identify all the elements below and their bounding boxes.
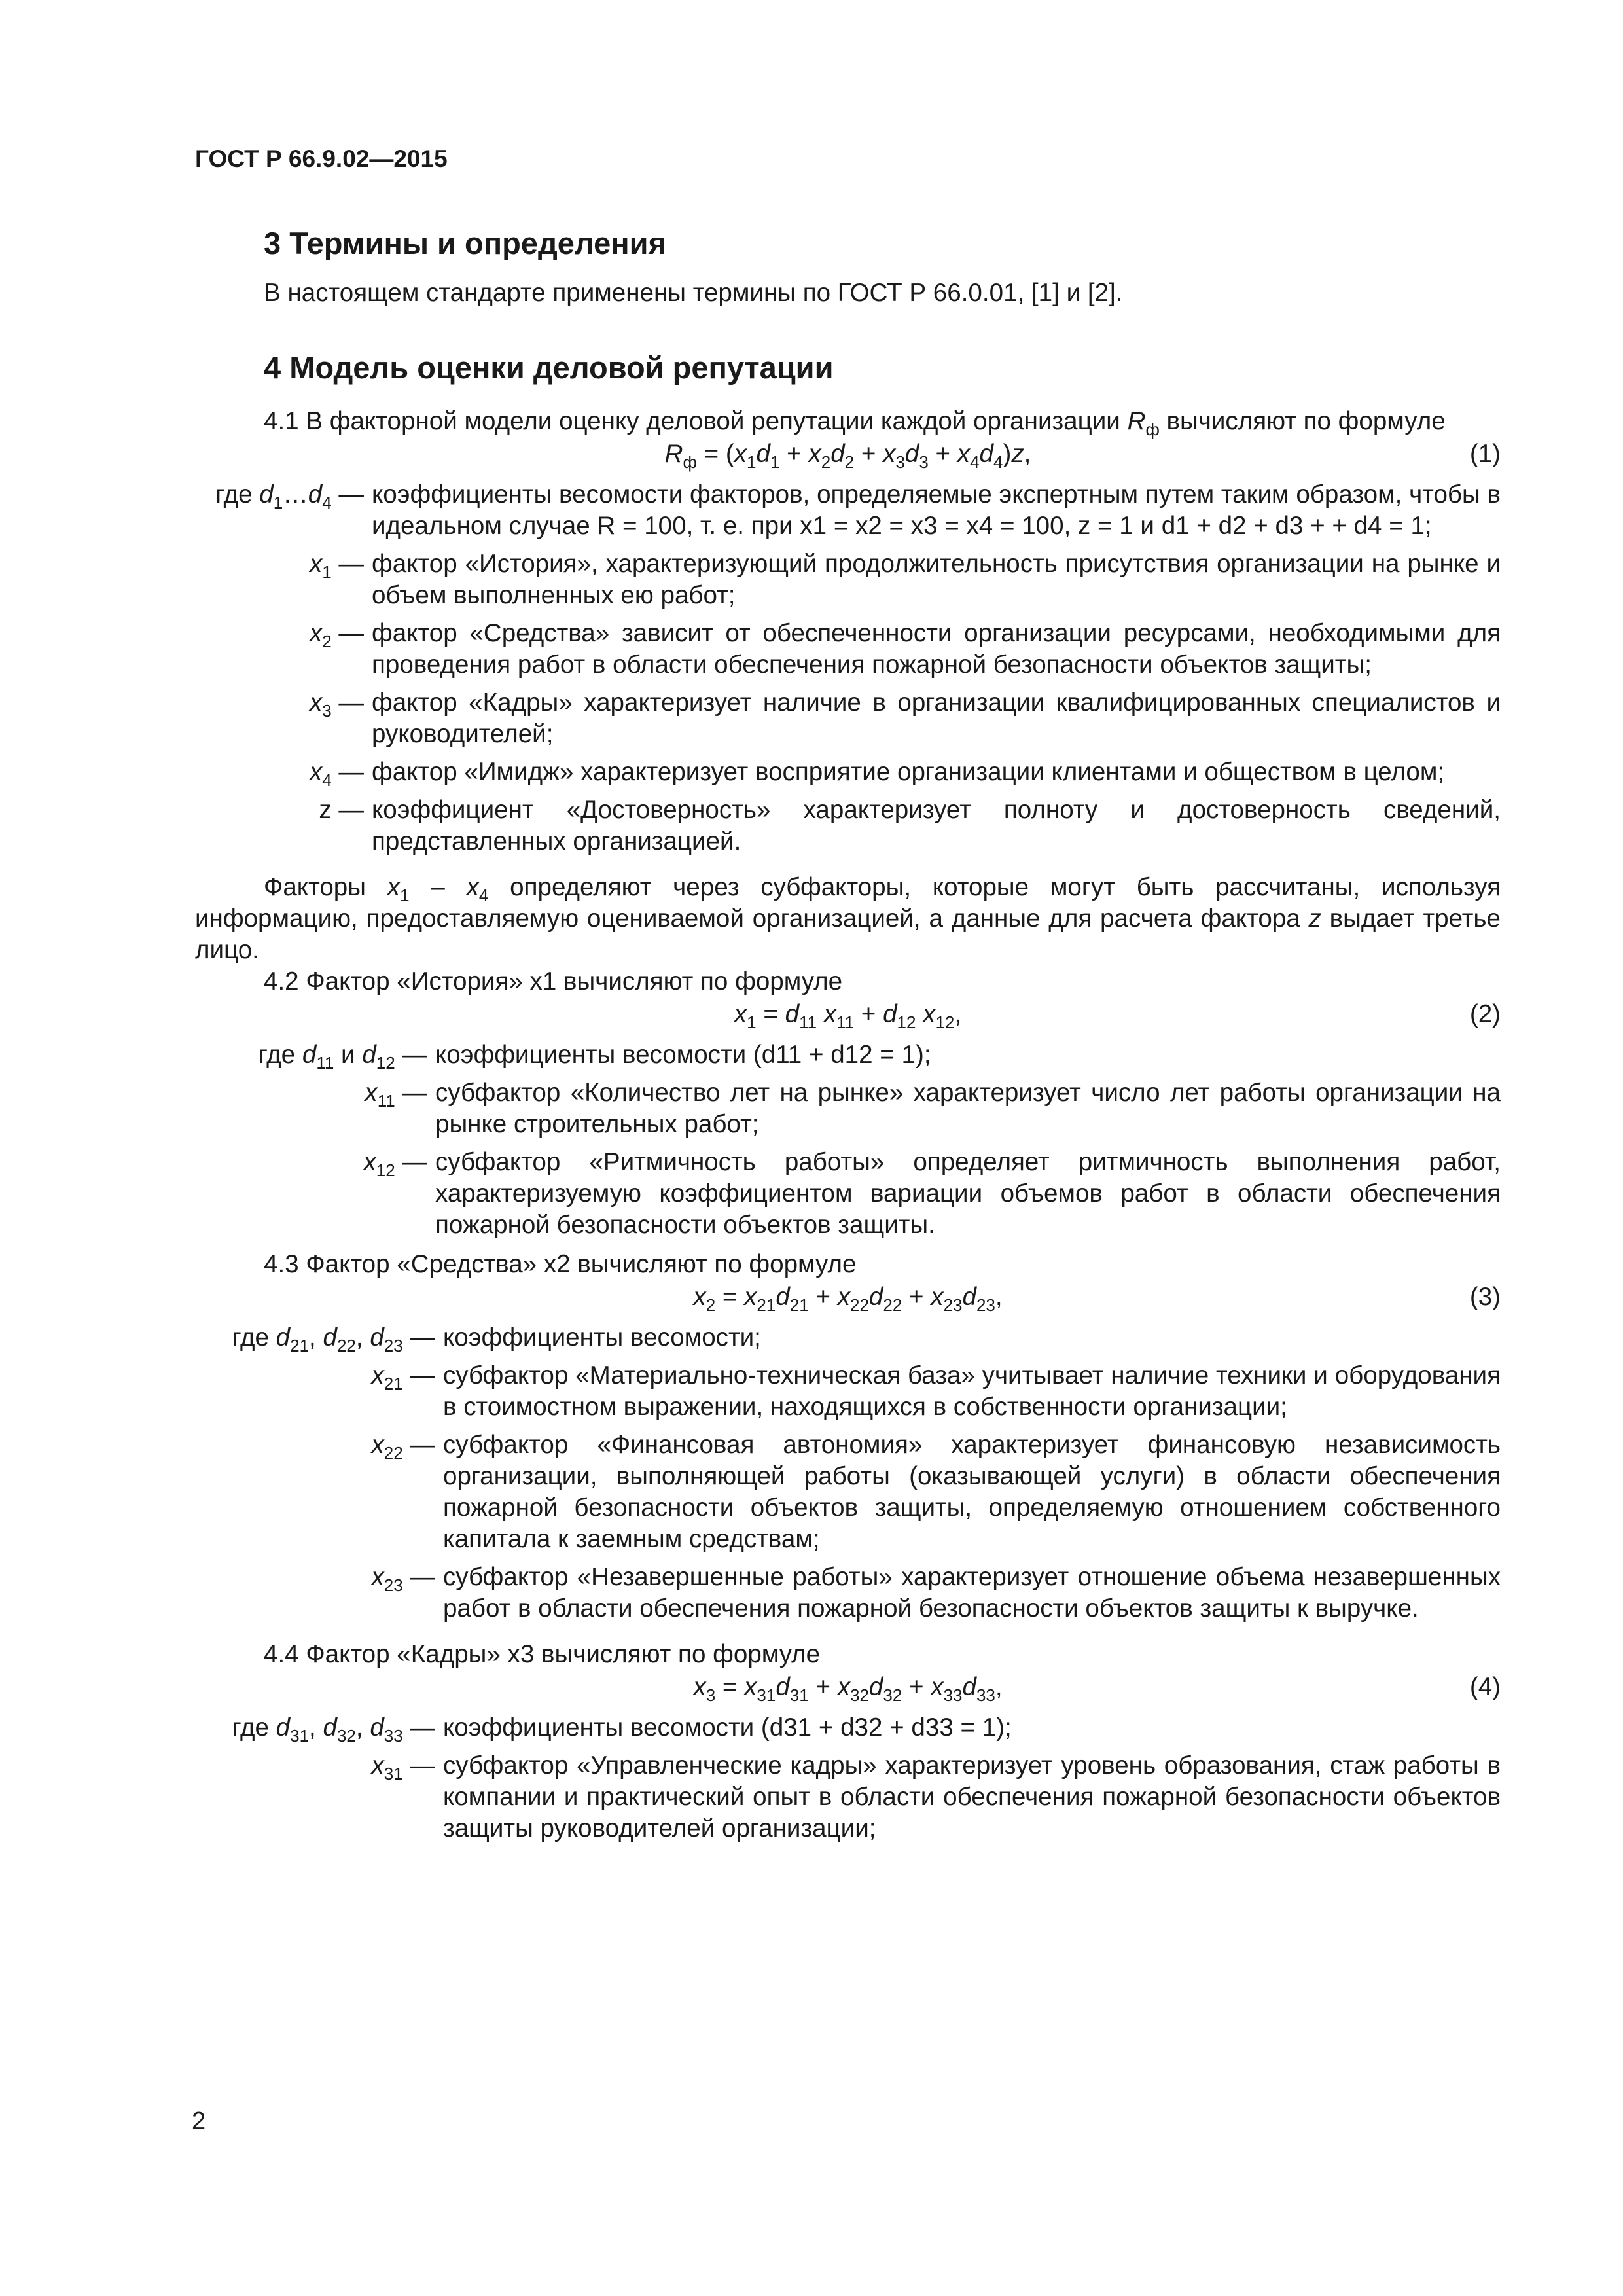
formula-1 [195,439,1501,470]
definition-x31: $x_{31}$ — субфактор «Управленческие кадры» характеризует уровень образования, стаж работы в компании и практический опыт в области обеспечения пожарной безопасности объектов защиты руководителей организации; [371,1751,1501,1842]
paragraph-4-3: 4.3 Фактор «Средства» x2 вычисляют по формуле [264,1250,857,1278]
definition-x3: $x_3$ — фактор «Кадры» характеризует наличие в организации квалифицированных специалистов и руководителей; [309,689,1501,748]
page-number: 2 [192,2108,206,2135]
standard-header: ГОСТ Р 66.9.02—2015 [195,145,448,172]
definition-x21: $x_{21}$ — субфактор «Материально-техническая база» учитывает наличие техники и оборудования в стоимостном выражении, находящихся в собственности организации; [371,1361,1501,1421]
section-4-heading: 4 Модель оценки деловой репутации [264,350,834,385]
definition-x22: $x_{22}$ — субфактор «Финансовая автономия» характеризует финансовую независимость организации, выполняющей работы (оказывающей услуги) в области обеспечения пожарной безопасности объектов защиты, определяемую отношением собственного капитала к заемным средствам; [371,1431,1501,1553]
definition-x2: $x_2$ — фактор «Средства» зависит от обеспеченности организации ресурсами, необходимыми для проведения работ в области обеспечения пожарной безопасности объектов защиты; [309,619,1501,679]
definition-z: z — коэффициент «Достоверность» характеризует полноту и достоверность сведений, представленных организацией. [319,796,1501,855]
formula-4-number: (4) [1469,1673,1501,1701]
definition-x11: $x_{11}$ — субфактор «Количество лет на рынке» характеризует число лет работы организации на рынке строительных работ; [365,1079,1501,1138]
formula-4 [195,1672,1501,1703]
definition-x12: $x_{12}$ — субфактор «Ритмичность работы» определяет ритмичность выполнения работ, характеризуемую коэффициентом вариации объемов работ в области обеспечения пожарной безопасности объектов защиты. [363,1148,1501,1239]
formula-3-definitions [195,1322,1501,1624]
paragraph-4-2: 4.2 Фактор «История» x1 вычисляют по формуле [264,967,843,996]
paragraph-4-4: 4.4 Фактор «Кадры» x3 вычисляют по формуле [264,1640,821,1668]
formula-2-number: (2) [1469,1000,1501,1028]
definition-x1: $x_1$ — фактор «История», характеризующий продолжительность присутствия организации на рынке и объем выполненных ею работ; [309,550,1501,609]
formula-2-definitions [195,1039,1501,1241]
definition-d1-d4: где $d_1\dots d_4$ — коэффициенты весомости факторов, определяемые экспертным путем таким образом, чтобы в идеальном случае R = 100, т. е. при x1 = x2 = x3 = x4 = 100, z = 1 и d1 + d2 + d3 + + d4 = 1; [215,480,1501,540]
section-3-text: В настоящем стандарте применены термины по ГОСТ Р 66.0.01, [1] и [2]. [264,279,1123,307]
factors-paragraph: Факторы $x_1 - x_4$ определяют через субфакторы, которые могут быть рассчитаны, используя информацию, предоставляемую оцениваемой организацией, а данные для расчета фактора z выдает третье лицо. [195,873,1501,964]
definition-x23: $x_{23}$ — субфактор «Незавершенные работы» характеризует отношение объема незавершенных работ в области обеспечения пожарной безопасности объектов защиты к выручке. [371,1563,1501,1623]
formula-2-expression: $x_1 = d_{11}$ $x_{11} + d_{12}$ $x_{12}$, [734,1000,962,1032]
formula-3-expression: $x_2 = x_{21}d_{21} + x_{22}d_{22} + x_{23}d_{23}$, [693,1283,1003,1315]
formula-1-expression: $R_ф = (x_1d_1 + x_2d_2 + x_3d_3 + x_4d_4)z$, [664,440,1031,472]
definition-x4: $x_4$ — фактор «Имидж» характеризует восприятие организации клиентами и обществом в целом; [309,758,1445,790]
paragraph-4-1: 4.1 В факторной модели оценку деловой репутации каждой организации $R_ф$ вычисляют по формуле [264,407,1446,439]
formula-1-definitions [195,479,1501,857]
formula-3 [195,1282,1501,1313]
formula-1-number: (1) [1469,440,1501,468]
section-3-heading: 3 Термины и определения [264,226,666,260]
page-body [195,216,1501,2058]
definition-d21-d23: где $d_{21}$, $d_{22}$, $d_{23}$ — коэффициенты весомости; [232,1323,761,1355]
formula-4-definitions [195,1712,1501,1844]
formula-4-expression: $x_3 = x_{31}d_{31} + x_{32}d_{32} + x_{33}d_{33}$, [693,1673,1003,1705]
definition-d11-d12: где $d_{11}$ и $d_{12}$ — коэффициенты весомости (d11 + d12 = 1); [258,1041,931,1073]
formula-2 [195,999,1501,1030]
definition-d31-d33: где $d_{31}$, $d_{32}$, $d_{33}$ — коэффициенты весомости (d31 + d32 + d33 = 1); [232,1713,1012,1746]
formula-3-number: (3) [1469,1283,1501,1311]
